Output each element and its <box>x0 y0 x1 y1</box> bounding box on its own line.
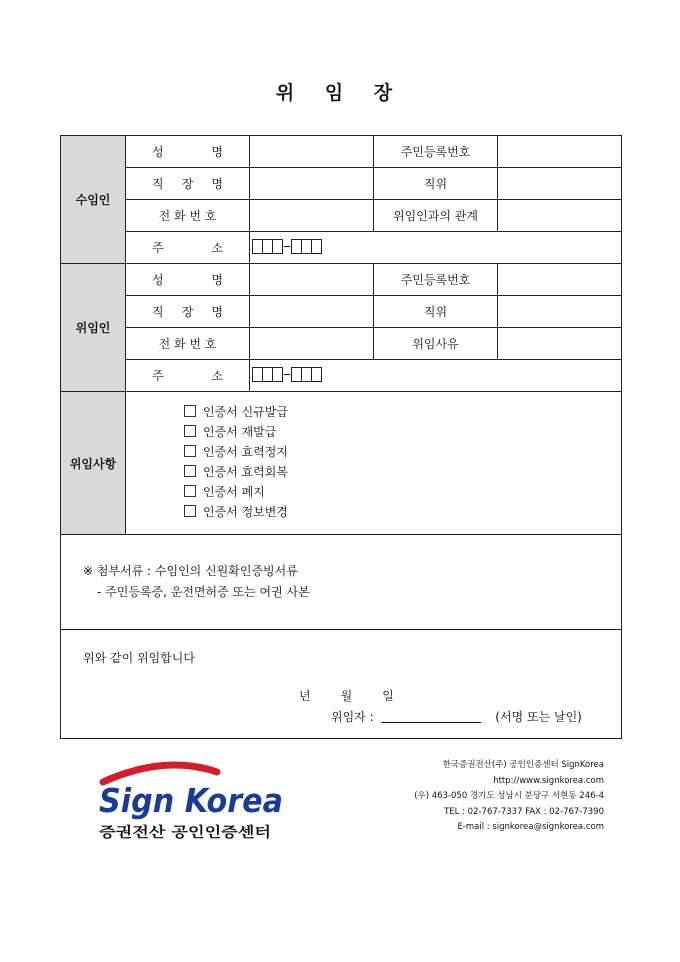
signature-field[interactable] <box>381 722 481 723</box>
recipient-address-field[interactable] <box>250 232 622 264</box>
delegator-name-field[interactable] <box>250 264 374 296</box>
delegator-workplace-field[interactable] <box>250 296 374 328</box>
checkbox[interactable] <box>184 465 196 477</box>
zipcode-boxes <box>252 239 321 254</box>
delegation-form-table <box>60 135 622 739</box>
document-title: 위 임 장 <box>275 82 405 104</box>
company-email[interactable]: E-mail : signkorea@signkorea.com <box>457 822 604 832</box>
delegator-section-label: 위임인 <box>61 264 126 392</box>
recipient-ssn-label: 주민등록번호 <box>374 136 498 168</box>
recipient-phone-label: 전 화 번 호 <box>126 200 250 232</box>
date-line <box>299 687 394 704</box>
delegation-section-label: 위임사항 <box>61 392 126 535</box>
attachments-line: - 주민등록증, 운전면허증 또는 여권 사본 <box>97 585 310 599</box>
delegation-item[interactable]: 인증서 재발급 <box>184 422 621 442</box>
checkbox[interactable] <box>184 425 196 437</box>
recipient-address-label: 주 소 <box>126 232 250 264</box>
delegator-sign-line <box>331 708 582 725</box>
delegation-item[interactable]: 인증서 효력회복 <box>184 462 621 482</box>
delegator-ssn-label: 주민등록번호 <box>374 264 498 296</box>
recipient-relation-field[interactable] <box>498 200 622 232</box>
delegation-statement: 위와 같이 위임합니다 <box>83 651 195 665</box>
delegation-item[interactable]: 인증서 정보변경 <box>184 502 621 522</box>
logo-swoosh <box>103 765 217 782</box>
delegator-reason-field[interactable] <box>498 328 622 360</box>
signature-cell <box>61 630 622 739</box>
signkorea-logo <box>95 760 295 840</box>
recipient-phone-field[interactable] <box>250 200 374 232</box>
recipient-ssn-field[interactable] <box>498 136 622 168</box>
zipcode-boxes <box>252 367 321 382</box>
recipient-name-label: 성 명 <box>126 136 250 168</box>
recipient-name-field[interactable] <box>250 136 374 168</box>
delegator-address-label: 주 소 <box>126 360 250 392</box>
delegator-workplace-label: 직 장 명 <box>126 296 250 328</box>
delegator-address-field[interactable] <box>250 360 622 392</box>
checkbox[interactable] <box>184 485 196 497</box>
delegator-sign-label: 위임자 : <box>331 710 374 724</box>
delegator-name-label: 성 명 <box>126 264 250 296</box>
sign-note: (서명 또는 날인) <box>495 710 582 724</box>
delegator-phone-field[interactable] <box>250 328 374 360</box>
recipient-section-label: 수임인 <box>61 136 126 264</box>
company-address: (우) 463-050 경기도 성남시 분당구 서현동 246-4 <box>414 791 604 801</box>
company-phone: TEL : 02-767-7337 FAX : 02-767-7390 <box>444 806 604 817</box>
checkbox[interactable] <box>184 505 196 517</box>
checkbox[interactable] <box>184 405 196 417</box>
delegator-position-field[interactable] <box>498 296 622 328</box>
recipient-workplace-label: 직 장 명 <box>126 168 250 200</box>
recipient-relation-label: 위임인과의 관계 <box>374 200 498 232</box>
recipient-position-field[interactable] <box>498 168 622 200</box>
company-name: 한국증권전산(주) 공인인증센터 SignKorea <box>442 760 604 770</box>
delegation-items-cell <box>126 392 622 535</box>
checkbox[interactable] <box>184 445 196 457</box>
company-info <box>370 758 604 836</box>
attachments-cell <box>61 535 622 630</box>
recipient-position-label: 직위 <box>374 168 498 200</box>
delegator-phone-label: 전 화 번 호 <box>126 328 250 360</box>
delegator-ssn-field[interactable] <box>498 264 622 296</box>
day-label: 일 <box>382 689 394 703</box>
company-url[interactable]: http://www.signkorea.com <box>493 775 604 786</box>
attachments-line: ※ 첨부서류 : 수임인의 신원확인증빙서류 <box>83 564 298 578</box>
recipient-workplace-field[interactable] <box>250 168 374 200</box>
delegation-item[interactable]: 인증서 효력정지 <box>184 442 621 462</box>
delegator-position-label: 직위 <box>374 296 498 328</box>
logo-subtitle: 증권전산 공인인증센터 <box>99 825 240 840</box>
delegation-item[interactable]: 인증서 신규발급 <box>184 402 621 422</box>
delegator-reason-label: 위임사유 <box>374 328 498 360</box>
delegation-item[interactable]: 인증서 폐지 <box>184 482 621 502</box>
month-label: 월 <box>340 689 353 703</box>
year-label: 년 <box>299 689 311 703</box>
logo-brand-text: Sign Korea <box>99 781 283 820</box>
